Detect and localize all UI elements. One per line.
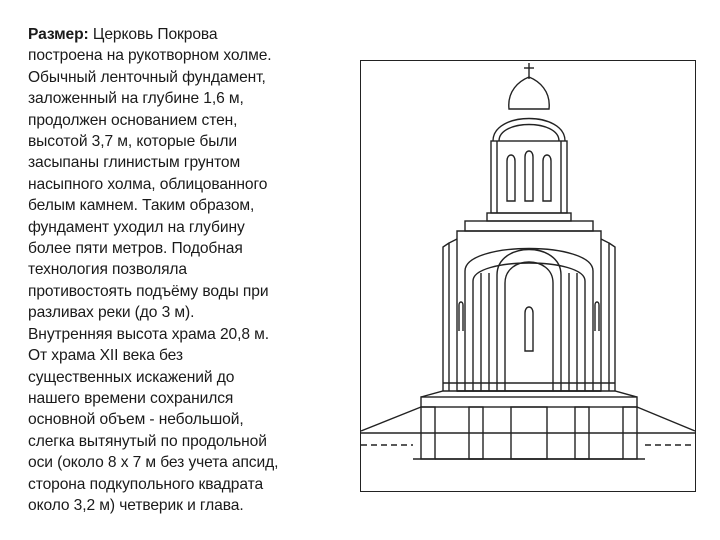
text-line: высотой 3,7 м, которые были [28,133,237,151]
text-line: противостоять подъёму воды при [28,282,269,300]
text-line: нашего времени сохранился [28,389,234,407]
text-line: основной объем - небольшой, [28,411,244,429]
text-line: существенных искажений до [28,368,235,386]
text-line: разливах реки (до 3 м). [28,304,195,322]
text-line: сторона подкупольного квадрата [28,475,264,493]
text-line: продолжен основанием стен, [28,111,238,129]
text-line: белым камнем. Таким образом, [28,197,255,215]
text-line: Обычный ленточный фундамент, [28,68,266,86]
text-line: построена на рукотворном холме. [28,47,272,65]
text-line: оси (около 8 х 7 м без учета апсид, [28,454,279,472]
text-line: Внутренняя высота храма 20,8 м. [28,325,270,343]
church-section-figure [360,60,696,492]
description-text [28,24,358,516]
text-line-first [28,24,358,45]
text-line: фундамент уходил на глубину [28,218,245,236]
text-line: около 3,2 м) четверик и глава. [28,496,244,514]
text-line: От храма XII века без [28,347,183,365]
size-label: Размер: [28,26,89,43]
text-line: заложенный на глубине 1,6 м, [28,90,244,108]
text-line: более пяти метров. Подобная [28,240,243,258]
text-line: засыпаны глинистым грунтом [28,154,241,172]
text-line: насыпного холма, облицованного [28,175,268,193]
text-line: технология позволяла [28,261,188,279]
text-line: слегка вытянутый по продольной [28,432,267,450]
text-line-first-rest: Церковь Покрова [88,26,218,43]
church-section-drawing [361,61,695,491]
